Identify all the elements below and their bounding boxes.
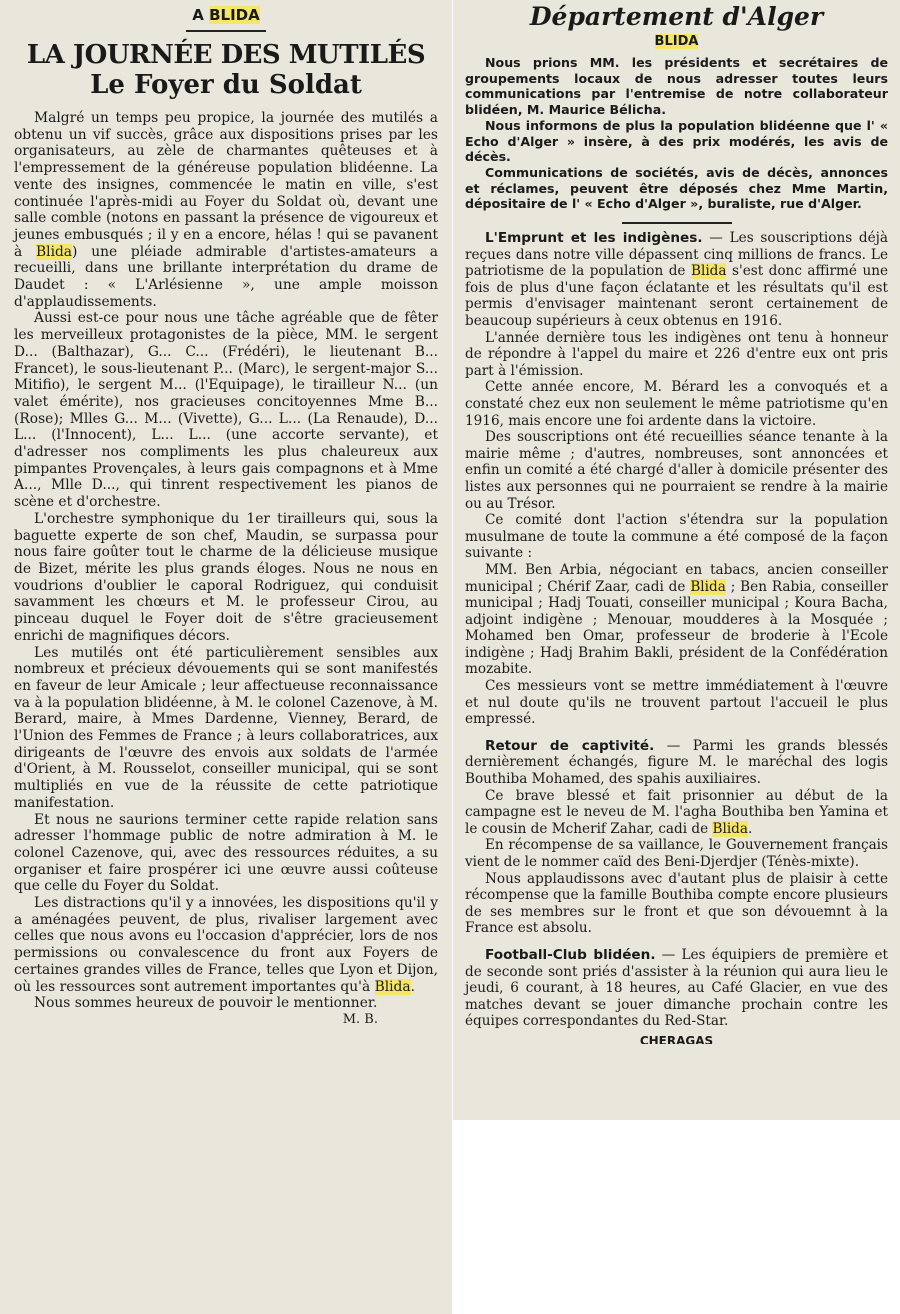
retour-paragraph-3: En récompense de sa vaillance, le Gouvernement français vient de le nommer caïd des Beni-Djerdjer (Ténès-mixte). [465, 837, 888, 870]
place-highlight: Blida [690, 263, 727, 280]
emprunt-paragraph-5: Ce comité dont l'action s'étendra sur la population musulmane de toute la commune a été composé de la façon suivante : [465, 512, 888, 562]
article-paragraph-6: Les distractions qu'il y a innovées, les dispositions qu'il y a aménagées peuvent, de plus, rivaliser largement avec celles que nous avons eu l'occasion d'apprécier, lors de nos permissions ou convalescence du front aux Foyers de certaines grandes villes de France, telles que Lyon et Dijon, où les ressources sont autrement importantes qu'à Blida. [14, 895, 438, 995]
article-signature: M. B. [342, 1011, 378, 1027]
cut-off-heading: CHERAGAS [639, 1033, 714, 1044]
article-paragraph-7: Nous sommes heureux de pouvoir le mentionner. [34, 995, 378, 1012]
football-paragraph-1: Football-Club blidéen. — Les équipiers de première et de seconde sont priés d'assister à la réunion qui aura lieu le jeudi, 6 courant, à 18 heures, au Café Glacier, en vue des matches devant se jouer dimanche prochain contre les équipes correspondantes du Red-Star. [465, 946, 888, 1030]
emprunt-paragraph-4: Des souscriptions ont été recueillies séance tenante à la mairie même ; d'autres, nombreuses, sont annoncées et enfin un comité a été chargé d'aller à domicile présenter des listes aux personnes qui ne pourraient se rendre à la mairie ou au Trésor. [465, 429, 888, 512]
article-paragraph-2: Aussi est-ce pour nous une tâche agréable que de fêter les merveilleux protagonistes de la pièce, MM. le sergent D... (Balthazar), G... C... (Frédéri), le lieutenant B... Francet), le sous-lieutenant P... (Marc), le sergent-major S... Mitifio), le sergent M... (l'Equipage), le tirailleur N... (un valet émérite), nos gracieuses concitoyennes Mme B... (Rose); Mlles G... M... (Vivette), G... L... (La Renaude), D... L... (l'Innocent), L... L... (une accorte servante), et d'adresser nos compliments les plus chaleureux aux pimpantes Provençales, à leurs gais compagnons et à Mme A..., Mlle D..., qui tinrent respectivement les pianos de scène et d'orchestre. [14, 310, 438, 511]
kicker-prefix: A [192, 6, 204, 24]
article-paragraph-3: L'orchestre symphonique du 1er tirailleurs qui, sous la baguette experte de son chef, Maudin, se surpassa pour nous faire goûter tout le charme de la délicieuse musique de Bizet, mérite les plus grands éloges. Nous ne nous en voudrions d'oublier le caporal Rodriguez, qui conduisit savamment les chœurs et M. le professeur Cirou, au pinceau duquel le Foyer doit de s'être gracieusement enrichi de magnifiques décors. [14, 510, 438, 644]
notice-paragraph-2: Nous informons de plus la population blidéenne que l' « Echo d'Alger » insère, à des prix modérés, les avis de décès. [465, 117, 888, 165]
place-highlight: Blida [374, 978, 411, 995]
department-title: Département d'Alger [529, 2, 824, 31]
article-subtitle: Le Foyer du Soldat [90, 70, 362, 100]
right-article-column [453, 0, 900, 1120]
retour-paragraph-4: Nous applaudissons avec d'autant plus de plaisir à cette récompense que la famille Bouthiba compte encore plusieurs de ses membres sur le front et que son dévouemnt à la France est absolu. [465, 870, 888, 937]
retour-paragraph-2: Ce brave blessé et fait prisonnier au début de la campagne est le neveu de M. l'agha Bouthiba ben Yamina et le cousin de Mcherif Zahar, cadi de Blida. [465, 787, 888, 837]
place-highlight: Blida [690, 578, 726, 595]
article-paragraph-5: Et nous ne saurions terminer cette rapide relation sans adresser l'hommage public de notre admiration à M. le colonel Cazenove, qui, avec des ressources réduites, a su organiser et faire prospérer ici une œuvre aussi coûteuse que celle du Foyer du Soldat. [14, 811, 438, 895]
football-run-in-title: Football-Club blidéen. [485, 946, 656, 963]
kicker-place-highlight: BLIDA [209, 6, 260, 24]
emprunt-paragraph-3: Cette année encore, M. Bérard les a convoqués et a constaté chez eux non seulement le même patriotisme qu'en 1916, mais encore une foi ardente dans la victoire. [465, 379, 888, 429]
emprunt-paragraph-7: Ces messieurs vont se mettre immédiatement à l'œuvre et nul doute qu'ils ne trouvent partout l'accueil le plus empressé. [465, 678, 888, 728]
emprunt-run-in-title: L'Emprunt et les indigènes. [485, 230, 703, 247]
place-highlight: Blida [36, 243, 73, 260]
emprunt-paragraph-1: L'Emprunt et les indigènes. — Les souscriptions déjà reçues dans notre ville dépassent cinq millions de francs. Le patriotisme de la population de Blida s'est donc affirmé une fois de plus d'une façon éclatante et les résultats qu'il est permis d'envisager maintenant seront certainement de beaucoup supérieurs à ceux obtenus en 1916. [465, 230, 889, 329]
article-kicker [14, 6, 438, 24]
notice-paragraph-3: Communications de sociétés, avis de décès, annonces et réclames, peuvent être déposés chez Mme Martin, dépositaire de l' « Echo d'Alger », buraliste, rue d'Alger. [465, 164, 888, 212]
kicker-rule [186, 30, 266, 32]
notices-block [465, 55, 888, 212]
article-paragraph-1: Malgré un temps peu propice, la journée des mutilés a obtenu un vif succès, grâce aux dispositions prises par les organisateurs, au zèle de charmantes quêteuses et à l'empressement de la généreuse population blidéenne. La vente des insignes, commencée le matin en ville, s'est continuée l'après-midi au Foyer du Soldat où, devant une salle comble (notons en passant la présence de vigoureux et jeunes embusqués ; il y en a encore, hélas ! qui se pavanent à Blida) une pléiade admirable d'artistes-amateurs a recueilli, dans une brillante interprétation du drame de Daudet : « L'Arlésienne », une ample moisson d'applaudissements. [14, 110, 439, 310]
article-paragraph-4: Les mutilés ont été particulièrement sensibles aux nombreux et précieux dévouements qui se sont manifestés en faveur de leur Amicale ; leur affectueuse reconnaissance va à la population blidéenne, à M. le colonel Cazenove, à M. Berard, maire, à Mmes Dardenne, Vienney, Berard, de l'Union des Femmes de France ; à leurs collaboratrices, aux dirigeants de l'œuvre des envois aux soldats de l'armée d'Orient, à M. Rousselot, conseiller municipal, qui se sont multipliés en vue de la réussite de cette patriotique manifestation. [14, 644, 438, 811]
department-place: BLIDA [654, 34, 699, 49]
article-title: LA JOURNÉE DES MUTILÉS [26, 40, 426, 70]
retour-run-in-title: Retour de captivité. [485, 737, 655, 754]
section-separator [622, 222, 732, 224]
emprunt-paragraph-2: L'année dernière tous les indigènes ont tenu à honneur de répondre à l'appel du maire et 226 d'entre eux ont pris part à l'émission. [465, 329, 888, 379]
place-highlight: Blida [712, 820, 748, 837]
emprunt-paragraph-6: MM. Ben Arbia, négociant en tabacs, ancien conseiller municipal ; Chérif Zaar, cadi de Blida ; Ben Rabia, conseiller municipal ; Hadj Touati, conseiller municipal ; Koura Bacha, adjoint indigène ; Menouar, moudderes à la Mosquée ; Mohamed ben Omar, professeur de broderie à l'Ecole indigène ; Hadj Brahim Bakli, président de la Confédération mozabite. [465, 561, 888, 678]
notice-paragraph-1: Nous prions MM. les présidents et secrétaires de groupements locaux de nous adresser toutes leurs communications par l'entremise de notre collaborateur blidéen, M. Maurice Bélicha. [465, 55, 888, 118]
retour-paragraph-1: Retour de captivité. — Parmi les grands blessés dernièrement échangés, figure M. le maréchal des logis Bouthiba Mohamed, des spahis auxiliaires. [465, 737, 889, 788]
